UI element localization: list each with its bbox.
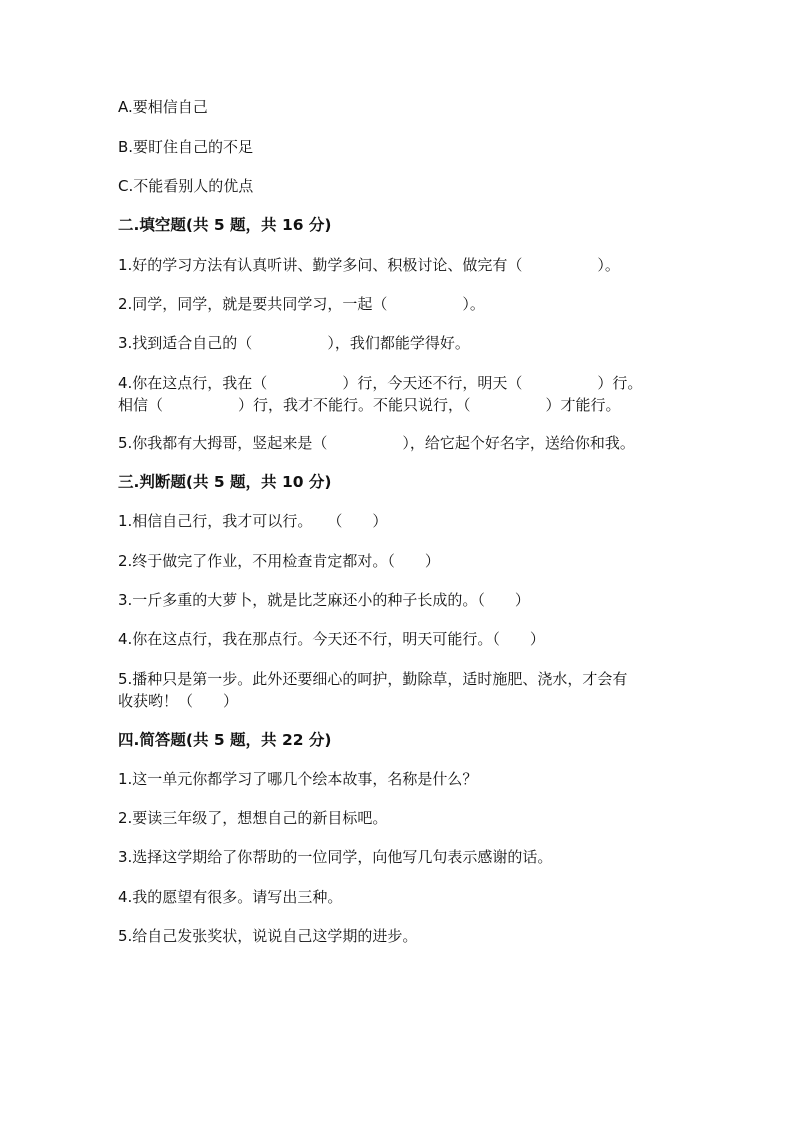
short-question-3: 3.选择这学期给了你帮助的一位同学，向他写几句表示感谢的话。 bbox=[118, 848, 553, 866]
fill-question-1: 1.好的学习方法有认真听讲、勤学多问、积极讨论、做完有（ ）。 bbox=[118, 256, 620, 274]
fill-question-2: 2.同学，同学，就是要共同学习，一起（ ）。 bbox=[118, 295, 485, 313]
judge-question-2: 2.终于做完了作业，不用检查肯定都对。（ ） bbox=[118, 552, 440, 570]
option-a: A.要相信自己 bbox=[118, 98, 208, 116]
judge-question-5-line-2: 收获哟！（ ） bbox=[118, 692, 239, 710]
judge-question-4: 4.你在这点行，我在那点行。今天还不行，明天可能行。（ ） bbox=[118, 630, 545, 648]
judge-question-5-line-1: 5.播种只是第一步。此外还要细心的呵护，勤除草，适时施肥、浇水，才会有 bbox=[118, 670, 628, 688]
fill-question-5: 5.你我都有大拇哥，竖起来是（ ），给它起个好名字，送给你和我。 bbox=[118, 434, 635, 452]
option-c: C.不能看别人的优点 bbox=[118, 177, 254, 195]
option-b: B.要盯住自己的不足 bbox=[118, 138, 254, 156]
fill-question-3: 3.找到适合自己的（ ），我们都能学得好。 bbox=[118, 334, 470, 352]
fill-question-4-line-1: 4.你在这点行，我在（ ）行，今天还不行，明天（ ）行。 bbox=[118, 374, 643, 392]
section-2-heading: 二.填空题(共 5 题，共 16 分) bbox=[118, 216, 332, 234]
section-3-heading: 三.判断题(共 5 题，共 10 分) bbox=[118, 473, 332, 491]
short-question-2: 2.要读三年级了，想想自己的新目标吧。 bbox=[118, 809, 388, 827]
judge-question-1: 1.相信自己行，我才可以行。 （ ） bbox=[118, 512, 388, 530]
fill-question-4-line-2: 相信（ ）行，我才不能行。不能只说行，（ ）才能行。 bbox=[118, 396, 621, 414]
short-question-1: 1.这一单元你都学习了哪几个绘本故事，名称是什么？ bbox=[118, 770, 478, 788]
judge-question-3: 3.一斤多重的大萝卜，就是比芝麻还小的种子长成的。（ ） bbox=[118, 591, 530, 609]
short-question-5: 5.给自己发张奖状，说说自己这学期的进步。 bbox=[118, 927, 418, 945]
short-question-4: 4.我的愿望有很多。请写出三种。 bbox=[118, 888, 343, 906]
section-4-heading: 四.简答题(共 5 题，共 22 分) bbox=[118, 731, 332, 749]
